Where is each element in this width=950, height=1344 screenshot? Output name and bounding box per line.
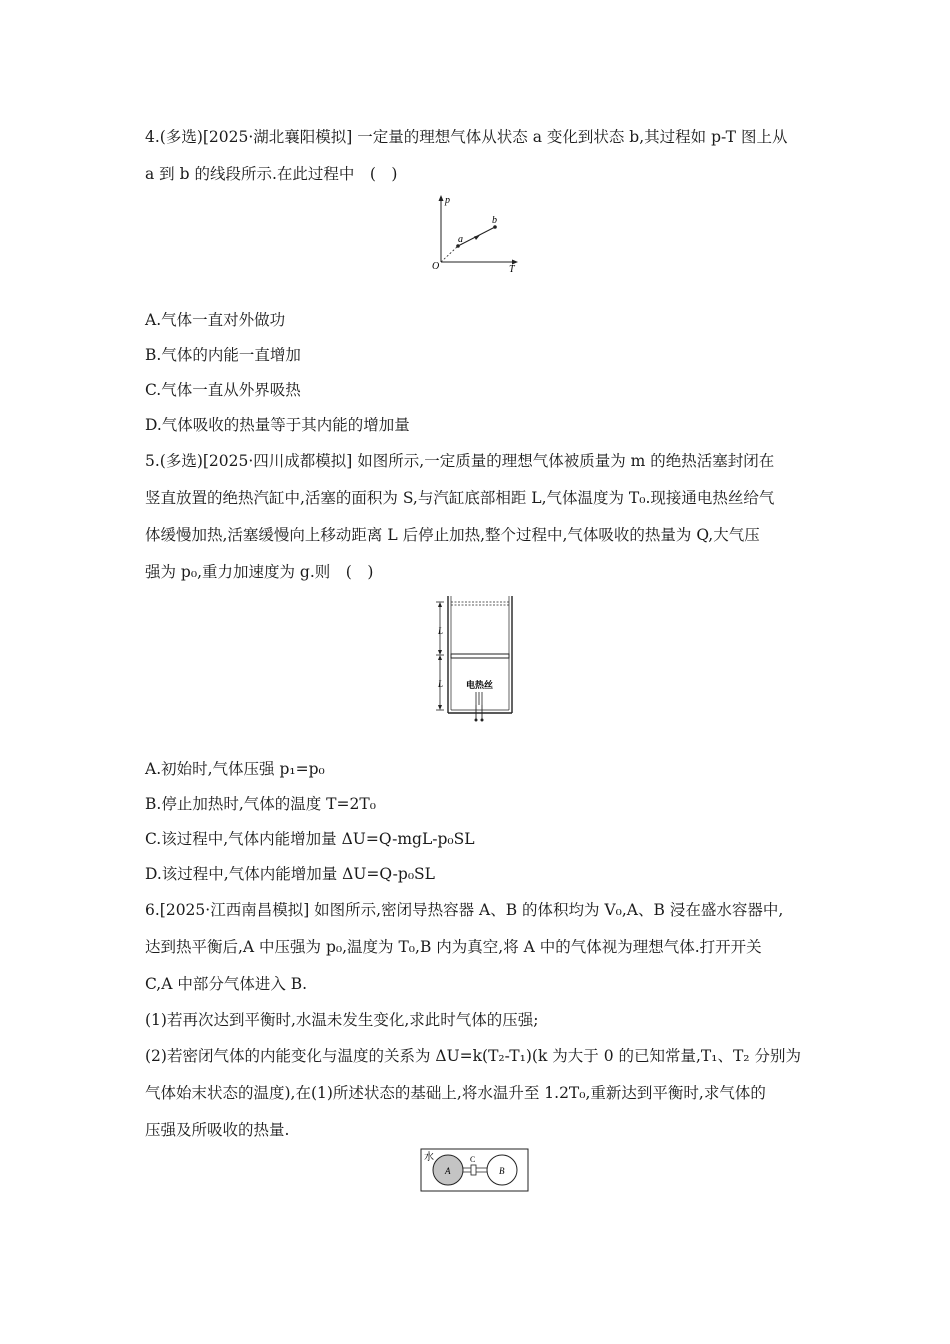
dim-arrow — [438, 705, 442, 710]
dim-arrow — [438, 655, 442, 660]
q4-pt-graph — [425, 192, 525, 278]
water-label: 水 — [424, 1152, 434, 1163]
q6-part-2-line-3: 压强及所吸收的热量. — [145, 1121, 290, 1139]
heater-coil — [476, 692, 482, 705]
q6-part-1: (1)若再次达到平衡时,水温未发生变化,求此时气体的压强; — [145, 1011, 539, 1029]
q4-option-a: A.气体一直对外做功 — [145, 311, 286, 329]
label-l-upper: L — [438, 626, 444, 636]
heater-label: 电热丝 — [466, 680, 494, 690]
direction-arrow — [474, 235, 480, 240]
q4-option-b: B.气体的内能一直增加 — [145, 346, 301, 364]
origin-label: O — [432, 261, 440, 272]
heater-terminal — [481, 719, 484, 722]
q5-cylinder-figure — [430, 592, 520, 724]
label-l-lower: L — [438, 679, 444, 689]
valve-c — [471, 1165, 476, 1175]
q6-part-2-line-2: 气体始末状态的温度),在(1)所述状态的基础上,将水温升至 1.2T₀,重新达到平衡时,求气体的 — [145, 1084, 766, 1102]
q4-stem-line-2: a 到 b 的线段所示.在此过程中 ( ) — [145, 165, 398, 183]
extension-line — [441, 246, 458, 262]
p-axis-label: p — [445, 195, 450, 206]
q5-option-d: D.该过程中,气体内能增加量 ΔU=Q-p₀SL — [145, 865, 435, 883]
q6-stem-line-1: 6.[2025·江西南昌模拟] 如图所示,密闭导热容器 A、B 的体积均为 V₀,A、B 浸在盛水容器中, — [145, 901, 784, 919]
p-axis-arrow — [439, 195, 444, 201]
dim-arrow — [438, 650, 442, 655]
point-b-label: b — [492, 215, 497, 226]
q4-option-c: C.气体一直从外界吸热 — [145, 381, 301, 399]
q5-option-b: B.停止加热时,气体的温度 T=2T₀ — [145, 795, 376, 813]
q5-stem-line-1: 5.(多选)[2025·四川成都模拟] 如图所示,一定质量的理想气体被质量为 m 的绝热活塞封闭在 — [145, 452, 775, 470]
point-a-label: a — [458, 234, 463, 245]
valve-label: C — [470, 1155, 476, 1164]
heater-terminal — [475, 719, 478, 722]
q4-option-d: D.气体吸收的热量等于其内能的增加量 — [145, 416, 410, 434]
q5-stem-line-2: 竖直放置的绝热汽缸中,活塞的面积为 S,与汽缸底部相距 L,气体温度为 T₀.现接通电热丝给气 — [145, 489, 775, 507]
q5-option-a: A.初始时,气体压强 p₁=p₀ — [145, 760, 325, 778]
q6-vessels-figure — [420, 1148, 530, 1194]
q5-stem-line-4: 强为 p₀,重力加速度为 g.则 ( ) — [145, 563, 374, 581]
q5-stem-line-3: 体缓慢加热,活塞缓慢向上移动距离 L 后停止加热,整个过程中,气体吸收的热量为 Q,大气压 — [145, 526, 760, 544]
q5-option-c: C.该过程中,气体内能增加量 ΔU=Q-mgL-p₀SL — [145, 830, 475, 848]
q6-stem-line-3: C,A 中部分气体进入 B. — [145, 975, 308, 993]
q6-part-2-line-1: (2)若密闭气体的内能变化与温度的关系为 ΔU=k(T₂-T₁)(k 为大于 0 的已知常量,T₁、T₂ 分别为 — [145, 1047, 801, 1065]
vessel-b-label: B — [499, 1166, 505, 1176]
vessel-a-label: A — [445, 1166, 451, 1176]
t-axis-label: T — [509, 264, 515, 275]
piston — [451, 654, 509, 658]
q6-stem-line-2: 达到热平衡后,A 中压强为 p₀,温度为 T₀,B 内为真空,将 A 中的气体视为理想气体.打开开关 — [145, 938, 762, 956]
dim-arrow — [438, 602, 442, 607]
q4-stem-line-1: 4.(多选)[2025·湖北襄阳模拟] 一定量的理想气体从状态 a 变化到状态 b,其过程如 p-T 图上从 — [145, 128, 788, 146]
